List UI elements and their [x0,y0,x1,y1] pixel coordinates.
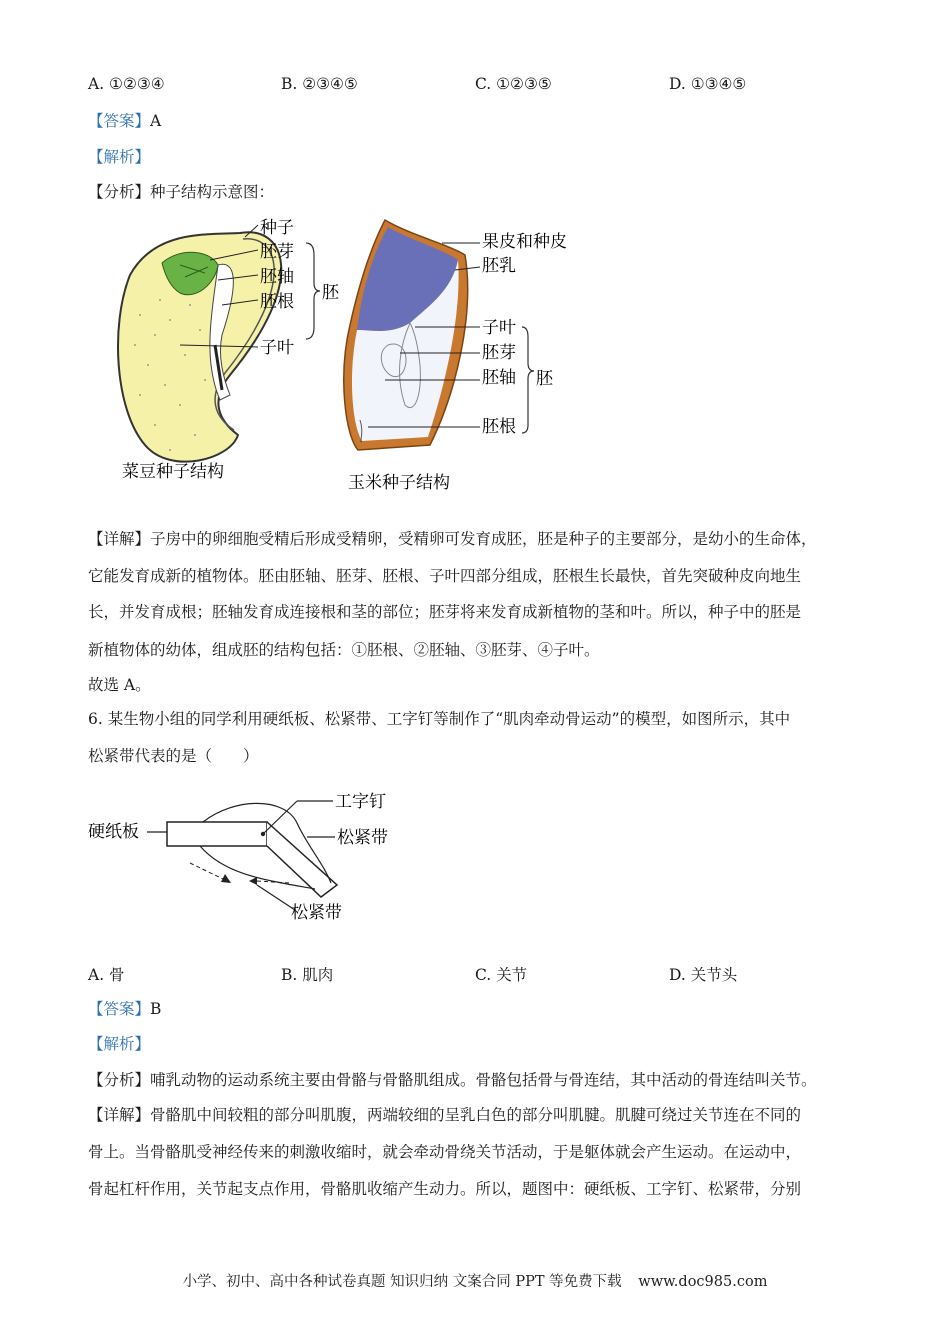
q5-answer: A [150,112,162,130]
q5-xiangjie-line-4: 新植物体的幼体，组成胚的结构包括：①胚根、②胚轴、③胚芽、④子叶。 [88,641,600,659]
q6-xiangjie-line-2: 骨上。当骨骼肌受神经传来的刺激收缩时，就会牵动骨绕关节活动，于是躯体就会产生运动。在运动中， [88,1143,802,1161]
corn-seed-diagram [344,220,567,493]
corn-label-endosperm: 胚乳 [482,256,516,276]
corn-caption: 玉米种子结构 [348,473,450,493]
bean-caption: 菜豆种子结构 [122,462,224,482]
bean-brace-label: 胚 [322,283,339,303]
q6-option-d: D. 关节头 [669,966,738,984]
q5-option-a: A. ①②③④ [88,75,165,93]
q5-answer-line [88,110,161,132]
xiangjie-tag: 【详解】 [88,530,151,548]
corn-brace-label: 胚 [536,369,553,389]
bean-label-hypocotyl: 胚轴 [260,267,294,287]
corn-brace [522,327,534,433]
bean-brace [306,243,320,339]
fig-label-pushpin: 工字钉 [335,792,386,812]
bean-seed-diagram [118,218,340,482]
q6-answer: B [150,1000,162,1018]
q5-option-c: C. ①②③⑤ [475,75,552,93]
q6-jiexi-line [88,1033,150,1055]
fenxi-tag: 【分析】 [88,183,151,201]
corn-label-radicle: 胚根 [482,417,516,437]
footer-url[interactable]: www.doc985.com [638,1274,768,1290]
q5-jiexi-line [88,146,150,168]
fenxi-tag: 【分析】 [88,1071,151,1089]
q6-option-c: C. 关节 [475,966,528,984]
jiexi-tag: 【解析】 [88,1035,151,1053]
q6-answer-line [88,998,161,1020]
answer-tag: 【答案】 [88,112,151,130]
jiexi-tag: 【解析】 [88,148,151,166]
q6-stem-line-1: 6. 某生物小组的同学利用硬纸板、松紧带、工字钉等制作了“肌肉牵动骨运动”的模型，如图所示，其中 [88,710,791,728]
q5-option-b: B. ②③④⑤ [281,75,358,93]
q5-xiangjie-line-3: 长，并发育成根；胚轴发育成连接根和茎的部位；胚芽将来发育成新植物的茎和叶。所以，种子中的胚是 [88,603,802,621]
q6-fenxi-text: 哺乳动物的运动系统主要由骨骼与骨骼肌组成。骨骼包括骨与骨连结，其中活动的骨连结叫关节。 [150,1071,817,1089]
answer-tag: 【答案】 [88,1000,151,1018]
q6-option-a: A. 骨 [88,966,125,984]
corn-label-cotyledon: 子叶 [482,318,516,338]
bean-label-radicle: 胚根 [260,292,294,312]
q6-option-b: B. 肌肉 [281,966,334,984]
q6-fenxi-line [88,1069,817,1091]
q5-xiangjie-text-1: 子房中的卵细胞受精后形成受精卵，受精卵可发育成胚，胚是种子的主要部分，是幼小的生命体， [150,530,817,548]
q6-xiangjie-line-1 [88,1104,801,1126]
bean-label-plumule: 胚芽 [260,242,294,262]
corn-label-pericarp: 果皮和种皮 [482,232,567,252]
fig-label-elastic-upper: 松紧带 [337,828,388,848]
q6-xiangjie-line-3: 骨起杠杆作用，关节起支点作用，骨骼肌收缩产生动力。所以，题图中：硬纸板、工字钉、松紧带，分别 [88,1180,802,1198]
q5-xiangjie-line-1 [88,528,817,550]
q6-stem-line-2: 松紧带代表的是（ ） [88,747,259,765]
q5-fenxi-text: 种子结构示意图： [150,183,275,201]
corn-label-plumule: 胚芽 [482,343,516,363]
q5-conclusion: 故选 A。 [88,676,151,694]
cardboard-upper [167,822,267,846]
q5-xiangjie-line-2: 它能发育成新的植物体。胚由胚轴、胚芽、胚根、子叶四部分组成，胚根生长最快，首先突破种皮向地生 [88,567,802,585]
seed-structure-figure [110,205,590,505]
page-footer [0,1270,950,1291]
corn-label-hypocotyl: 胚轴 [482,368,516,388]
q5-fenxi-line [88,181,274,203]
muscle-model-figure [85,785,415,935]
bean-label-cotyledon: 子叶 [260,338,294,358]
footer-text: 小学、初中、高中各种试卷真题 知识归纳 文案合同 PPT 等免费下载 [182,1274,622,1290]
fig-label-elastic-lower: 松紧带 [291,903,342,923]
xiangjie-tag: 【详解】 [88,1106,151,1124]
q6-xiangjie-text-1: 骨骼肌中间较粗的部分叫肌腹，两端较细的呈乳白色的部分叫肌腱。肌腱可绕过关节连在不同的 [150,1106,802,1124]
bean-label-seed-coat: 种子 [260,218,294,238]
q5-option-d: D. ①③④⑤ [669,75,747,93]
fig-label-cardboard: 硬纸板 [88,822,139,842]
